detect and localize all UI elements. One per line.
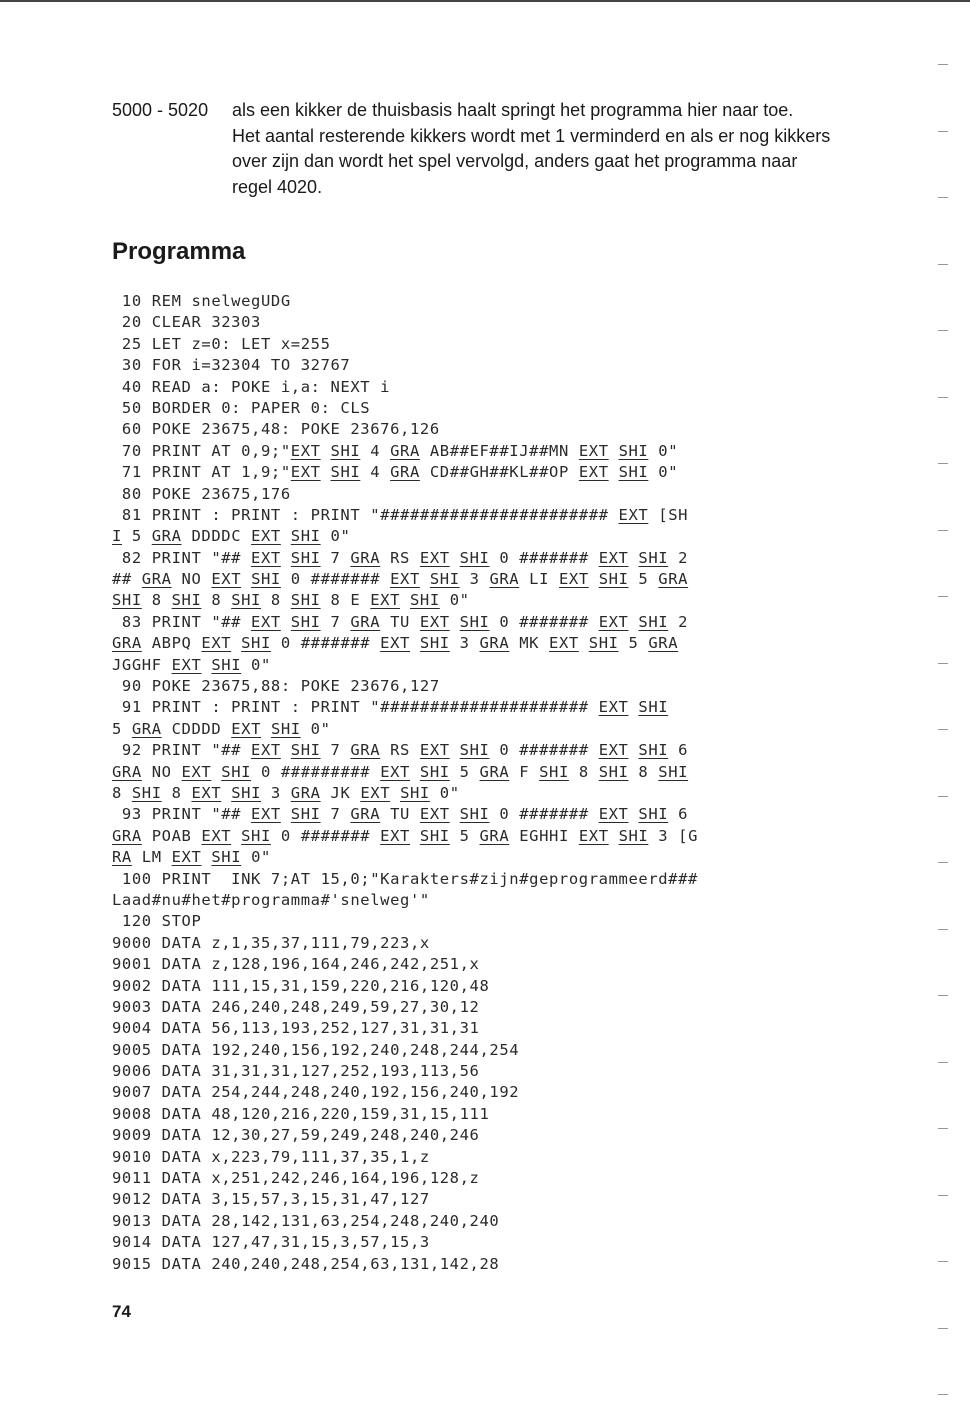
- code-line: I 5 GRA DDDDC EXT SHI 0": [112, 527, 351, 546]
- keyword-token: SHI: [171, 591, 202, 610]
- margin-tick: [938, 929, 948, 930]
- keyword-token: SHI: [638, 698, 669, 717]
- keyword-token: GRA: [112, 826, 142, 845]
- keyword-token: EXT: [251, 741, 281, 760]
- keyword-token: SHI: [221, 762, 252, 781]
- program-listing: [112, 291, 912, 1275]
- margin-tick: [938, 862, 948, 863]
- keyword-token: SHI: [598, 762, 629, 781]
- code-line: GRA NO EXT SHI 0 ######### EXT SHI 5 GRA F SHI 8 SHI 8 SHI: [112, 762, 689, 781]
- keyword-token: SHI: [290, 741, 321, 760]
- keyword-token: SHI: [211, 848, 242, 867]
- keyword-token: GRA: [151, 527, 182, 546]
- keyword-token: SHI: [598, 570, 629, 589]
- keyword-token: GRA: [350, 805, 381, 824]
- top-rule: [0, 0, 970, 2]
- keyword-token: GRA: [489, 570, 520, 589]
- keyword-token: EXT: [181, 762, 212, 781]
- keyword-token: EXT: [171, 655, 202, 674]
- keyword-token: SHI: [539, 762, 569, 781]
- code-line: 80 POKE 23675,176: [112, 484, 291, 503]
- code-line: RA LM EXT SHI 0": [112, 848, 271, 867]
- keyword-token: GRA: [648, 634, 679, 653]
- keyword-token: SHI: [131, 783, 162, 802]
- margin-tick: [938, 530, 948, 531]
- keyword-token: SHI: [459, 612, 490, 631]
- margin-tick: [938, 1195, 948, 1196]
- keyword-token: SHI: [112, 591, 142, 610]
- code-line: 9010 DATA x,223,79,111,37,35,1,z: [112, 1147, 430, 1166]
- keyword-token: EXT: [598, 805, 629, 824]
- code-line: 92 PRINT "## EXT SHI 7 GRA RS EXT SHI 0 ####### EXT SHI 6: [112, 741, 689, 760]
- code-line: 10 REM snelwegUDG: [112, 292, 291, 310]
- code-line: 120 STOP: [112, 912, 202, 931]
- margin-tick: [938, 330, 948, 331]
- keyword-token: SHI: [638, 805, 669, 824]
- keyword-token: SHI: [290, 548, 321, 567]
- keyword-token: EXT: [251, 805, 281, 824]
- keyword-token: SHI: [638, 548, 669, 567]
- keyword-token: EXT: [251, 548, 281, 567]
- code-line: 71 PRINT AT 1,9;"EXT SHI 4 GRA CD##GH##KL##OP EXT SHI 0": [112, 463, 679, 482]
- description-line: regel 4020.: [232, 176, 323, 197]
- keyword-token: GRA: [112, 634, 142, 653]
- code-line: 9004 DATA 56,113,193,252,127,31,31,31: [112, 1019, 480, 1038]
- code-line: 9000 DATA z,1,35,37,111,79,223,x: [112, 933, 430, 952]
- keyword-token: EXT: [380, 826, 410, 845]
- code-line: 20 CLEAR 32303: [112, 313, 261, 332]
- keyword-token: EXT: [419, 741, 450, 760]
- margin-tick: [938, 1128, 948, 1129]
- margin-tick: [938, 1394, 948, 1395]
- keyword-token: SHI: [270, 719, 301, 738]
- keyword-token: SHI: [419, 762, 450, 781]
- keyword-token: EXT: [171, 848, 202, 867]
- code-line: 100 PRINT INK 7;AT 15,0;"Karakters#zijn#geprogrammeerd###: [112, 869, 698, 888]
- keyword-token: EXT: [558, 570, 589, 589]
- keyword-token: SHI: [290, 591, 321, 610]
- keyword-token: SHI: [638, 741, 669, 760]
- code-line: 9007 DATA 254,244,248,240,192,156,240,192: [112, 1083, 520, 1102]
- code-line: 25 LET z=0: LET x=255: [112, 334, 331, 353]
- keyword-token: EXT: [549, 634, 579, 653]
- code-line: 90 POKE 23675,88: POKE 23676,127: [112, 677, 440, 696]
- code-line: GRA ABPQ EXT SHI 0 ####### EXT SHI 3 GRA MK EXT SHI 5 GRA: [112, 634, 679, 653]
- margin-tick: [938, 397, 948, 398]
- code-line: 9002 DATA 111,15,31,159,220,216,120,48: [112, 976, 490, 995]
- keyword-token: I: [112, 527, 122, 546]
- keyword-token: SHI: [409, 591, 440, 610]
- keyword-token: SHI: [251, 570, 281, 589]
- code-line: 83 PRINT "## EXT SHI 7 GRA TU EXT SHI 0 ####### EXT SHI 2: [112, 612, 689, 631]
- code-line: 9008 DATA 48,120,216,220,159,31,15,111: [112, 1104, 490, 1123]
- code-line: 70 PRINT AT 0,9;"EXT SHI 4 GRA AB##EF##IJ##MN EXT SHI 0": [112, 441, 679, 460]
- keyword-token: GRA: [390, 463, 420, 482]
- margin-tick: [938, 596, 948, 597]
- keyword-token: GRA: [658, 570, 689, 589]
- margin-tick: [938, 796, 948, 797]
- keyword-token: EXT: [191, 783, 222, 802]
- keyword-token: SHI: [658, 762, 689, 781]
- code-line: 9011 DATA x,251,242,246,164,196,128,z: [112, 1169, 480, 1188]
- code-line: 9006 DATA 31,31,31,127,252,193,113,56: [112, 1062, 480, 1081]
- description-line: over zijn dan wordt het spel vervolgd, anders gaat het programma naar: [232, 151, 798, 171]
- keyword-token: GRA: [350, 548, 381, 567]
- keyword-token: SHI: [638, 612, 669, 631]
- keyword-token: GRA: [290, 783, 321, 802]
- keyword-token: SHI: [231, 591, 261, 610]
- code-line: 8 SHI 8 EXT SHI 3 GRA JK EXT SHI 0": [112, 783, 460, 802]
- code-line: ## GRA NO EXT SHI 0 ####### EXT SHI 3 GRA LI EXT SHI 5 GRA: [112, 570, 689, 589]
- code-line: 9009 DATA 12,30,27,59,249,248,240,246: [112, 1126, 480, 1145]
- keyword-token: GRA: [350, 612, 381, 631]
- keyword-token: EXT: [211, 570, 242, 589]
- keyword-token: SHI: [211, 655, 242, 674]
- code-line: 9014 DATA 127,47,31,15,3,57,15,3: [112, 1233, 430, 1252]
- code-line: 50 BORDER 0: PAPER 0: CLS: [112, 398, 371, 417]
- margin-tick: [938, 463, 948, 464]
- keyword-token: EXT: [290, 463, 321, 482]
- keyword-token: EXT: [598, 612, 629, 631]
- code-line: 9001 DATA z,128,196,164,246,242,251,x: [112, 955, 480, 974]
- keyword-token: EXT: [598, 548, 629, 567]
- code-line: Laad#nu#het#programma#'snelweg'": [112, 890, 430, 909]
- keyword-token: SHI: [588, 634, 619, 653]
- keyword-token: EXT: [419, 805, 450, 824]
- code-line: 5 GRA CDDDD EXT SHI 0": [112, 719, 331, 738]
- keyword-token: SHI: [231, 783, 261, 802]
- keyword-token: EXT: [390, 570, 420, 589]
- margin-tick: [938, 264, 948, 265]
- keyword-token: EXT: [419, 548, 450, 567]
- code-line: 9005 DATA 192,240,156,192,240,248,244,254: [112, 1040, 520, 1059]
- code-line: 9013 DATA 28,142,131,63,254,248,240,240: [112, 1211, 500, 1230]
- keyword-token: EXT: [360, 783, 391, 802]
- page-number: 74: [112, 1302, 131, 1321]
- code-line: 82 PRINT "## EXT SHI 7 GRA RS EXT SHI 0 ####### EXT SHI 2: [112, 548, 689, 567]
- keyword-token: SHI: [419, 826, 450, 845]
- code-line: JGGHF EXT SHI 0": [112, 655, 271, 674]
- keyword-token: GRA: [390, 441, 420, 460]
- keyword-token: SHI: [290, 527, 321, 546]
- keyword-token: SHI: [290, 612, 321, 631]
- keyword-token: SHI: [241, 826, 271, 845]
- keyword-token: SHI: [330, 441, 361, 460]
- margin-tick: [938, 64, 948, 65]
- line-range: 5000 - 5020: [112, 100, 209, 120]
- margin-tick: [938, 729, 948, 730]
- keyword-token: EXT: [598, 698, 629, 717]
- description-line: als een kikker de thuisbasis haalt springt het programma hier naar toe.: [232, 100, 794, 120]
- keyword-token: SHI: [459, 741, 490, 760]
- keyword-token: SHI: [459, 548, 490, 567]
- code-line: SHI 8 SHI 8 SHI 8 SHI 8 E EXT SHI 0": [112, 591, 470, 610]
- keyword-token: EXT: [578, 826, 609, 845]
- keyword-token: EXT: [231, 719, 261, 738]
- keyword-token: EXT: [201, 634, 232, 653]
- keyword-token: SHI: [400, 783, 430, 802]
- keyword-token: GRA: [479, 634, 510, 653]
- code-line: 91 PRINT : PRINT : PRINT "##################### EXT SHI: [112, 698, 669, 717]
- keyword-token: EXT: [251, 612, 281, 631]
- margin-ticks: [938, 0, 952, 1421]
- keyword-token: EXT: [290, 441, 321, 460]
- keyword-token: EXT: [201, 826, 232, 845]
- keyword-token: SHI: [618, 826, 649, 845]
- margin-tick: [938, 663, 948, 664]
- code-line: 9015 DATA 240,240,248,254,63,131,142,28: [112, 1254, 500, 1273]
- keyword-token: GRA: [479, 762, 510, 781]
- description-line: Het aantal resterende kikkers wordt met 1 verminderd en als er nog kikkers: [232, 125, 831, 146]
- keyword-token: SHI: [290, 805, 321, 824]
- keyword-token: EXT: [598, 741, 629, 760]
- margin-tick: [938, 995, 948, 996]
- keyword-token: GRA: [112, 762, 142, 781]
- keyword-token: GRA: [479, 826, 510, 845]
- keyword-token: SHI: [429, 570, 460, 589]
- keyword-token: GRA: [141, 570, 172, 589]
- keyword-token: EXT: [578, 441, 609, 460]
- keyword-token: GRA: [350, 741, 381, 760]
- code-line: 60 POKE 23675,48: POKE 23676,126: [112, 420, 440, 439]
- keyword-token: SHI: [241, 634, 271, 653]
- keyword-token: SHI: [618, 441, 649, 460]
- keyword-token: SHI: [618, 463, 649, 482]
- keyword-token: SHI: [330, 463, 361, 482]
- section-title: Programma: [112, 238, 246, 265]
- keyword-token: SHI: [459, 805, 490, 824]
- keyword-token: EXT: [419, 612, 450, 631]
- keyword-token: EXT: [370, 591, 401, 610]
- keyword-token: EXT: [578, 463, 609, 482]
- margin-tick: [938, 1062, 948, 1063]
- keyword-token: EXT: [380, 634, 410, 653]
- description-text: [232, 98, 872, 200]
- code-line: 9003 DATA 246,240,248,249,59,27,30,12: [112, 997, 480, 1016]
- keyword-token: EXT: [380, 762, 410, 781]
- code-line: GRA POAB EXT SHI 0 ####### EXT SHI 5 GRA EGHHI EXT SHI 3 [G: [112, 826, 699, 845]
- line-range-description: [112, 98, 872, 200]
- code-line: 93 PRINT "## EXT SHI 7 GRA TU EXT SHI 0 ####### EXT SHI 6: [112, 805, 689, 824]
- code-line: 40 READ a: POKE i,a: NEXT i: [112, 377, 391, 396]
- keyword-token: SHI: [419, 634, 450, 653]
- code-line: 30 FOR i=32304 TO 32767: [112, 356, 351, 375]
- code-line: 9012 DATA 3,15,57,3,15,31,47,127: [112, 1190, 430, 1209]
- keyword-token: GRA: [131, 719, 162, 738]
- margin-tick: [938, 197, 948, 198]
- code-line: 81 PRINT : PRINT : PRINT "####################### EXT [SH: [112, 505, 689, 524]
- keyword-token: RA: [112, 848, 132, 867]
- margin-tick: [938, 1328, 948, 1329]
- keyword-token: EXT: [618, 505, 649, 524]
- margin-tick: [938, 1261, 948, 1262]
- margin-tick: [938, 131, 948, 132]
- keyword-token: EXT: [251, 527, 281, 546]
